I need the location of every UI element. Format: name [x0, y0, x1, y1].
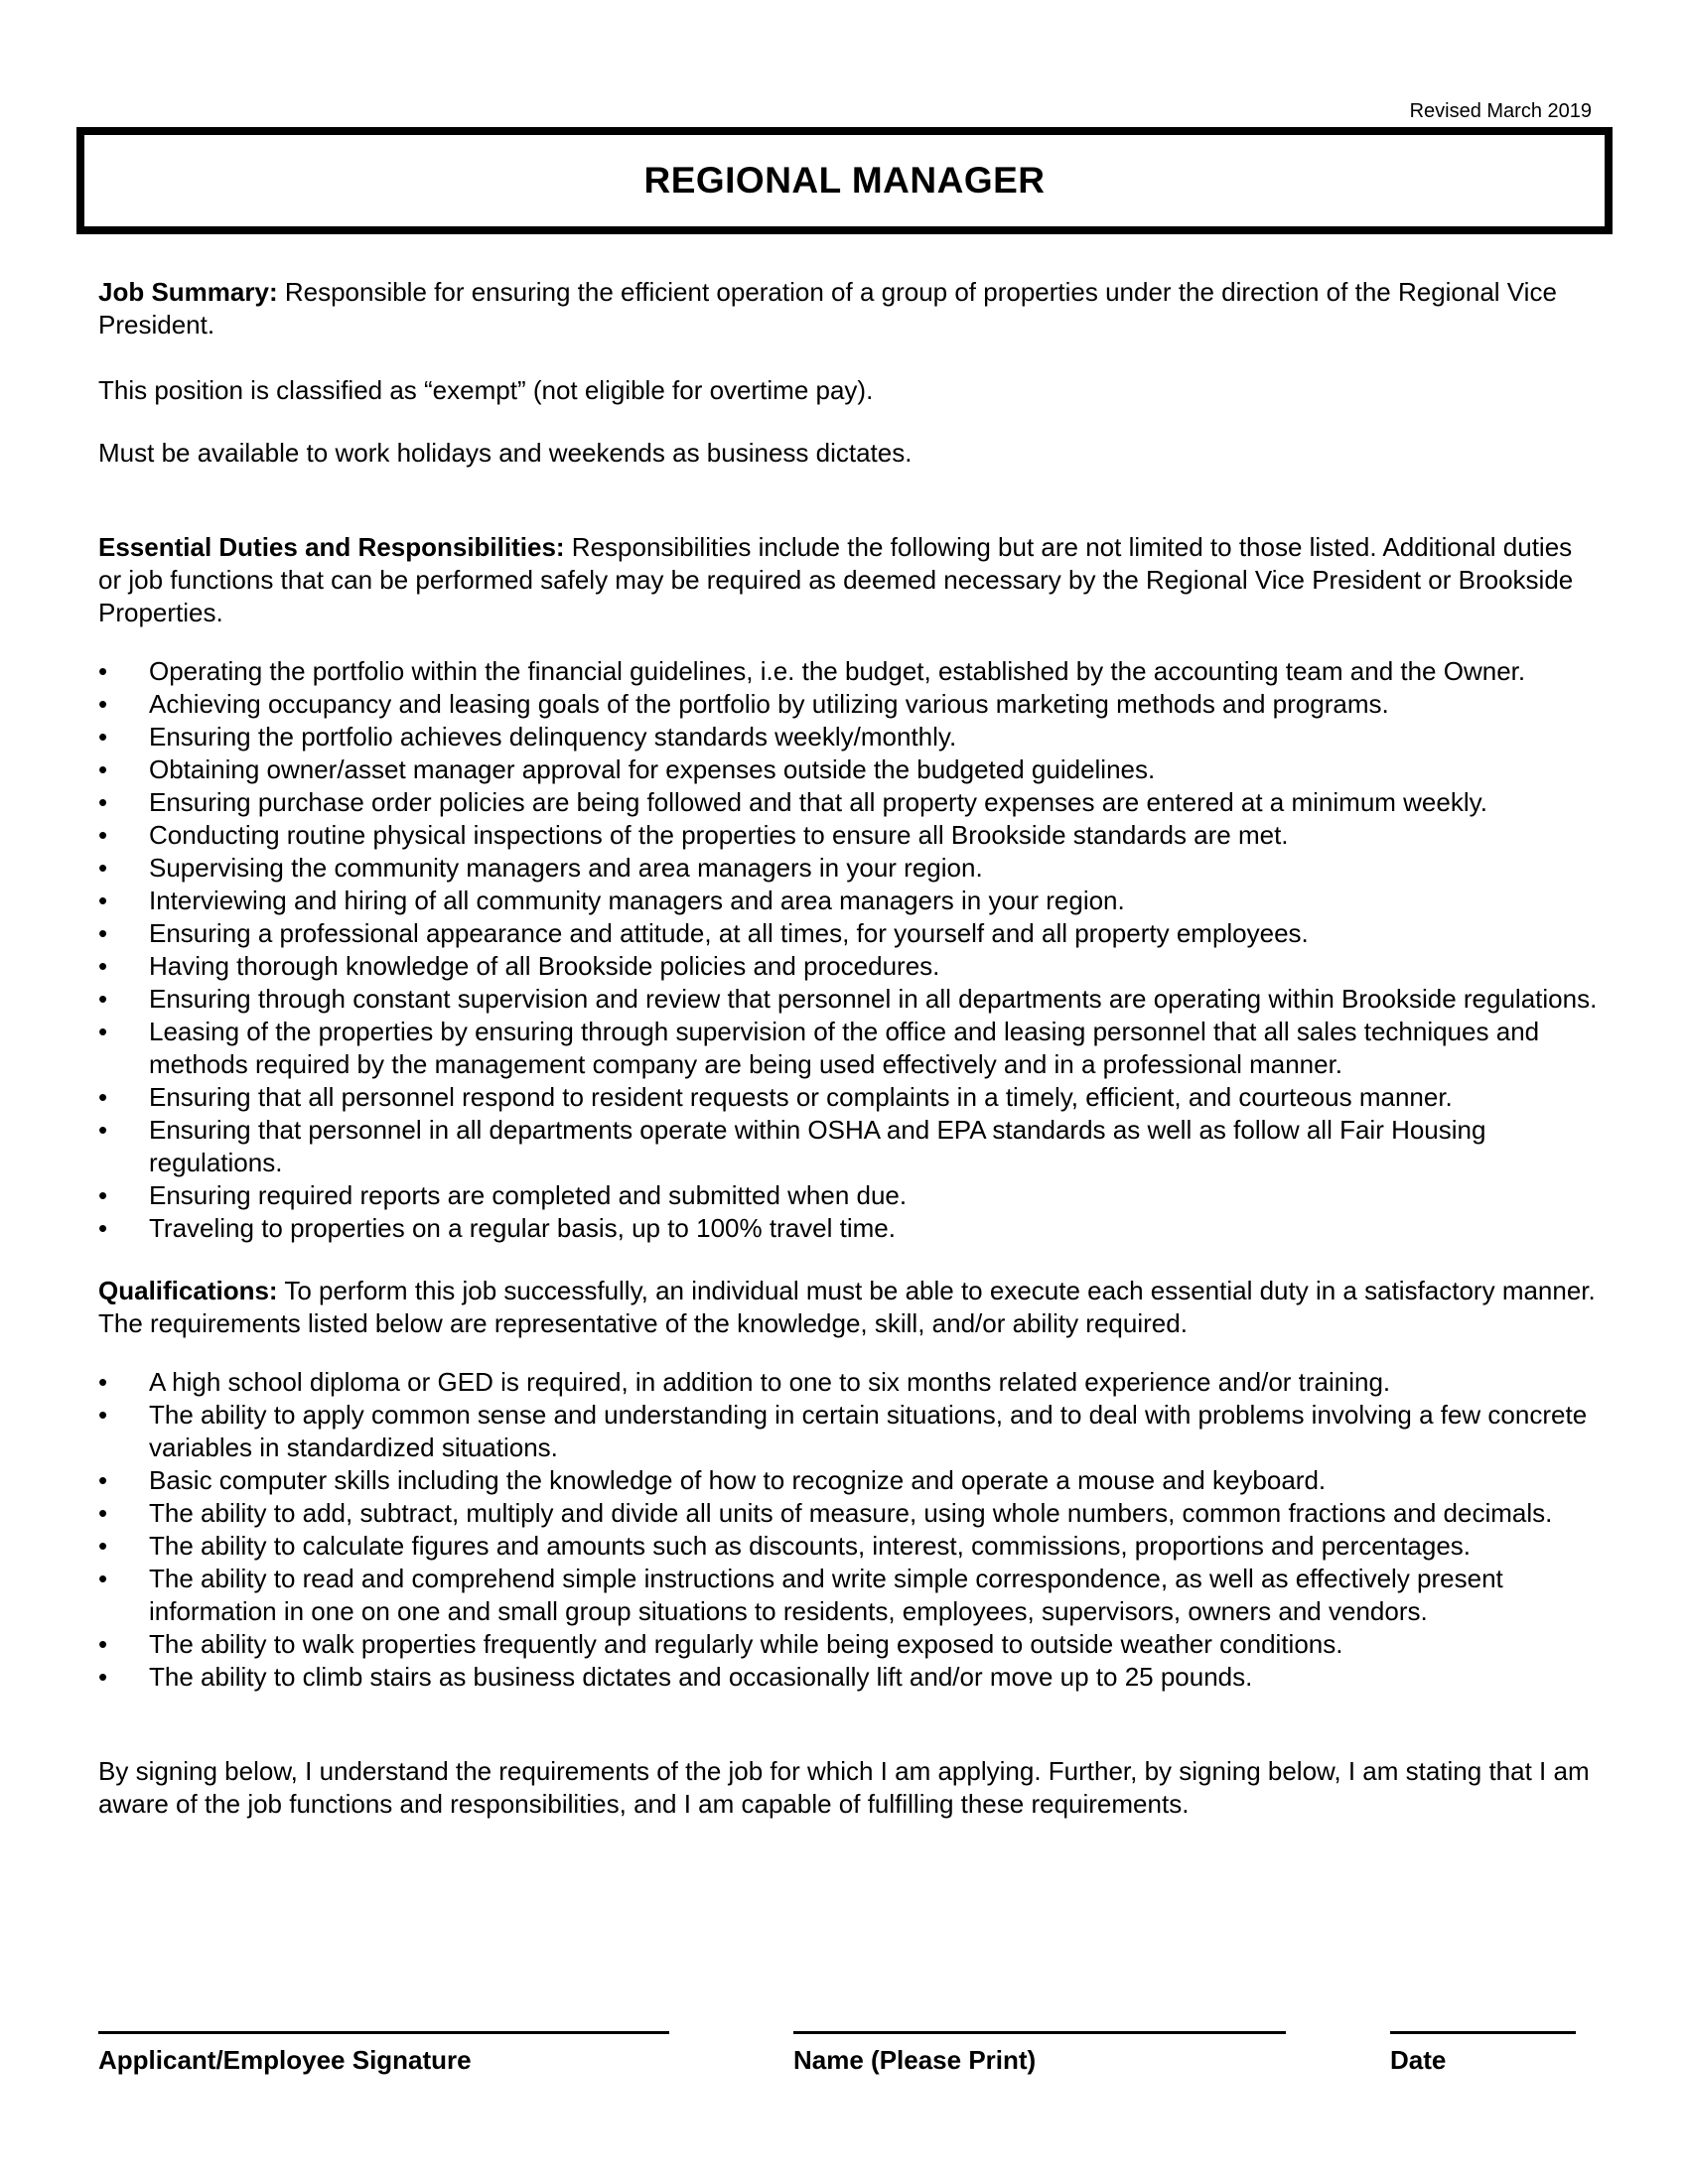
list-item: • The ability to add, subtract, multiply and divide all units of measure, using whole numbers, common fractions and decimals. — [98, 1497, 1598, 1530]
list-item: • The ability to climb stairs as business dictates and occasionally lift and/or move up to 25 pounds. — [98, 1661, 1598, 1694]
qualifications-intro — [98, 1275, 1598, 1340]
list-item: • Leasing of the properties by ensuring through supervision of the office and leasing personnel that all sales techniques and methods required by the management company are being used effectively and in a professional manner. — [98, 1016, 1598, 1081]
duties-text: Responsibilities include the following but are not limited to those listed. Additional duties or job functions that can be performed safely may be required as deemed necessary by the Regional Vice President or Brookside Properties. — [98, 532, 1574, 627]
title-box — [76, 127, 1613, 234]
duties-list — [98, 655, 1598, 1245]
list-item: • Ensuring through constant supervision and review that personnel in all departments are operating within Brookside regulations. — [98, 983, 1598, 1016]
list-item: • Achieving occupancy and leasing goals of the portfolio by utilizing various marketing methods and programs. — [98, 688, 1598, 721]
list-item: • Ensuring purchase order policies are being followed and that all property expenses are entered at a minimum weekly. — [98, 786, 1598, 819]
duties-label: Essential Duties and Responsibilities: — [98, 532, 565, 562]
list-item: • Conducting routine physical inspections of the properties to ensure all Brookside standards are met. — [98, 819, 1598, 852]
job-summary — [98, 276, 1598, 341]
list-item: • Interviewing and hiring of all community managers and area managers in your region. — [98, 885, 1598, 917]
revised-date: Revised March 2019 — [1409, 100, 1592, 122]
date-line[interactable] — [1390, 2031, 1576, 2034]
list-item: • The ability to apply common sense and understanding in certain situations, and to deal with problems involving a few concrete variables in standardized situations. — [98, 1399, 1598, 1464]
list-item: • A high school diploma or GED is required, in addition to one to six months related experience and/or training. — [98, 1366, 1598, 1399]
qualifications-list — [98, 1366, 1598, 1694]
list-item: • The ability to walk properties frequently and regularly while being exposed to outside weather conditions. — [98, 1628, 1598, 1661]
list-item: • Operating the portfolio within the financial guidelines, i.e. the budget, established by the accounting team and the Owner. — [98, 655, 1598, 688]
duties-intro — [98, 531, 1598, 629]
list-item: • Ensuring required reports are completed and submitted when due. — [98, 1179, 1598, 1212]
list-item: • Basic computer skills including the knowledge of how to recognize and operate a mouse and keyboard. — [98, 1464, 1598, 1497]
qualifications-text: To perform this job successfully, an individual must be able to execute each essential duty in a satisfactory manner. The requirements listed below are representative of the knowledge, skill, and/or ability required. — [98, 1276, 1596, 1338]
list-item: • Ensuring that personnel in all departments operate within OSHA and EPA standards as well as follow all Fair Housing regulations. — [98, 1114, 1598, 1179]
list-item: • Obtaining owner/asset manager approval for expenses outside the budgeted guidelines. — [98, 753, 1598, 786]
job-summary-text: Responsible for ensuring the efficient operation of a group of properties under the direction of the Regional Vice President. — [98, 277, 1557, 340]
job-summary-label: Job Summary: — [98, 277, 278, 307]
list-item: • Ensuring the portfolio achieves delinquency standards weekly/monthly. — [98, 721, 1598, 753]
page-title: REGIONAL MANAGER — [643, 160, 1046, 201]
applicant-signature-label: Applicant/Employee Signature — [98, 2045, 472, 2075]
qualifications-label: Qualifications: — [98, 1276, 278, 1305]
name-print-line[interactable] — [793, 2031, 1286, 2034]
list-item: • The ability to calculate figures and amounts such as discounts, interest, commissions, proportions and percentages. — [98, 1530, 1598, 1563]
acknowledgement-statement: By signing below, I understand the requirements of the job for which I am applying. Further, by signing below, I am stating that I am aware of the job functions and responsibilities, and I am capable of fulfilling these requirements. — [98, 1756, 1590, 1819]
list-item: • Ensuring a professional appearance and attitude, at all times, for yourself and all property employees. — [98, 917, 1598, 950]
list-item: • Supervising the community managers and area managers in your region. — [98, 852, 1598, 885]
list-item: • Having thorough knowledge of all Brookside policies and procedures. — [98, 950, 1598, 983]
list-item: • The ability to read and comprehend simple instructions and write simple correspondence, as well as effectively present information in one on one and small group situations to residents, employees, supervisors, owners and vendors. — [98, 1563, 1598, 1628]
document-body — [98, 276, 1598, 1821]
name-print-label: Name (Please Print) — [793, 2045, 1037, 2075]
date-label: Date — [1390, 2045, 1447, 2075]
list-item: • Ensuring that all personnel respond to resident requests or complaints in a timely, efficient, and courteous manner. — [98, 1081, 1598, 1114]
availability-statement: Must be available to work holidays and weekends as business dictates. — [98, 438, 913, 468]
list-item: • Traveling to properties on a regular basis, up to 100% travel time. — [98, 1212, 1598, 1245]
applicant-signature-line[interactable] — [98, 2031, 669, 2034]
exempt-statement: This position is classified as “exempt” (not eligible for overtime pay). — [98, 375, 874, 405]
